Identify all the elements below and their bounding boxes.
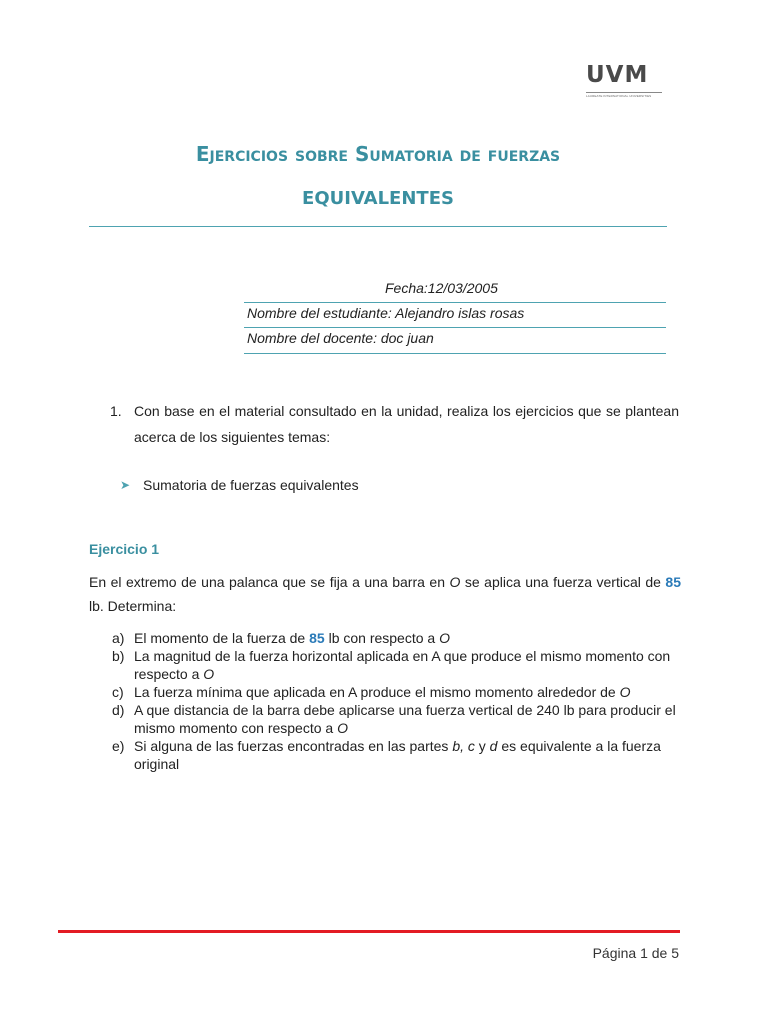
list-item: [112, 629, 682, 647]
list-item-text: O: [203, 666, 215, 682]
list-item-label: a): [112, 630, 125, 646]
logo-text: UVM: [586, 62, 649, 88]
intro-text: se aplica una fuerza vertical de: [460, 574, 666, 590]
exercise-items-list: [112, 629, 682, 773]
list-item-text: La magnitud de la fuerza horizontal aplicada en A que produce el mismo momento con respecto a: [134, 648, 671, 682]
student-name-text: Nombre del estudiante: Alejandro islas rosas: [247, 305, 525, 321]
topic-bullet-text: Sumatoria de fuerzas equivalentes: [143, 477, 359, 493]
list-item-text: d: [489, 738, 498, 754]
intro-var: O: [449, 574, 461, 590]
intro-text: En el extremo de una palanca que se fija a una barra en: [89, 574, 450, 590]
list-item-label: d): [112, 702, 125, 718]
list-item-text: O: [337, 720, 348, 736]
list-item-text: lb con respecto a: [324, 630, 440, 646]
info-divider: [244, 353, 666, 354]
teacher-name-field: [244, 327, 666, 352]
list-item-label: c): [112, 684, 124, 700]
intro-text: lb. Determina:: [89, 598, 177, 614]
list-item-text: b, c: [452, 738, 475, 754]
list-item-text: El momento de la fuerza de: [134, 630, 310, 646]
list-item: [112, 647, 682, 683]
uvm-logo: [586, 62, 666, 102]
exercise-title: Ejercicio 1: [89, 541, 160, 557]
arrow-bullet-icon: ➤: [120, 478, 131, 492]
date-text: Fecha:12/03/2005: [385, 280, 498, 296]
list-item-text: La fuerza mínima que aplicada en A produce el mismo momento alrededor de: [134, 684, 620, 700]
logo-divider: [586, 92, 662, 93]
date-field: [385, 277, 665, 302]
teacher-name-text: Nombre del docente: doc juan: [247, 330, 434, 346]
list-item-text: 85: [309, 630, 325, 646]
footer-divider: [58, 930, 680, 933]
title-divider: [89, 226, 667, 227]
list-item-text: Si alguna de las fuerzas encontradas en las partes: [134, 738, 453, 754]
intro-value: 85: [665, 574, 681, 590]
list-item: [112, 701, 682, 737]
list-number: 1.: [110, 403, 122, 419]
list-item-text: y: [474, 738, 490, 754]
list-item-text: es equivalente a la fuerza original: [134, 738, 661, 772]
exercise-intro: [89, 570, 681, 618]
logo-subtitle: LAUREATE INTERNATIONAL UNIVERSITIES: [586, 94, 652, 98]
student-name-field: [244, 302, 666, 327]
document-title: Ejercicios sobre Sumatoria de fuerzas: [195, 142, 561, 166]
list-item-label: b): [112, 648, 125, 664]
list-item: [112, 737, 682, 773]
instructions-text: Con base en el material consultado en la unidad, realiza los ejercicios que se plantean acerca de los siguientes temas:: [134, 403, 679, 445]
list-item-label: e): [112, 738, 125, 754]
list-item: [112, 683, 682, 701]
page-number: Página 1 de 5: [592, 945, 679, 961]
list-item-text: O: [619, 684, 631, 700]
document-title-line-2: EQUIVALENTES: [302, 188, 454, 209]
list-item-text: A que distancia de la barra debe aplicarse una fuerza vertical de 240 lb para producir el mismo momento con respecto a: [134, 702, 676, 736]
list-item-text: O: [439, 630, 450, 646]
